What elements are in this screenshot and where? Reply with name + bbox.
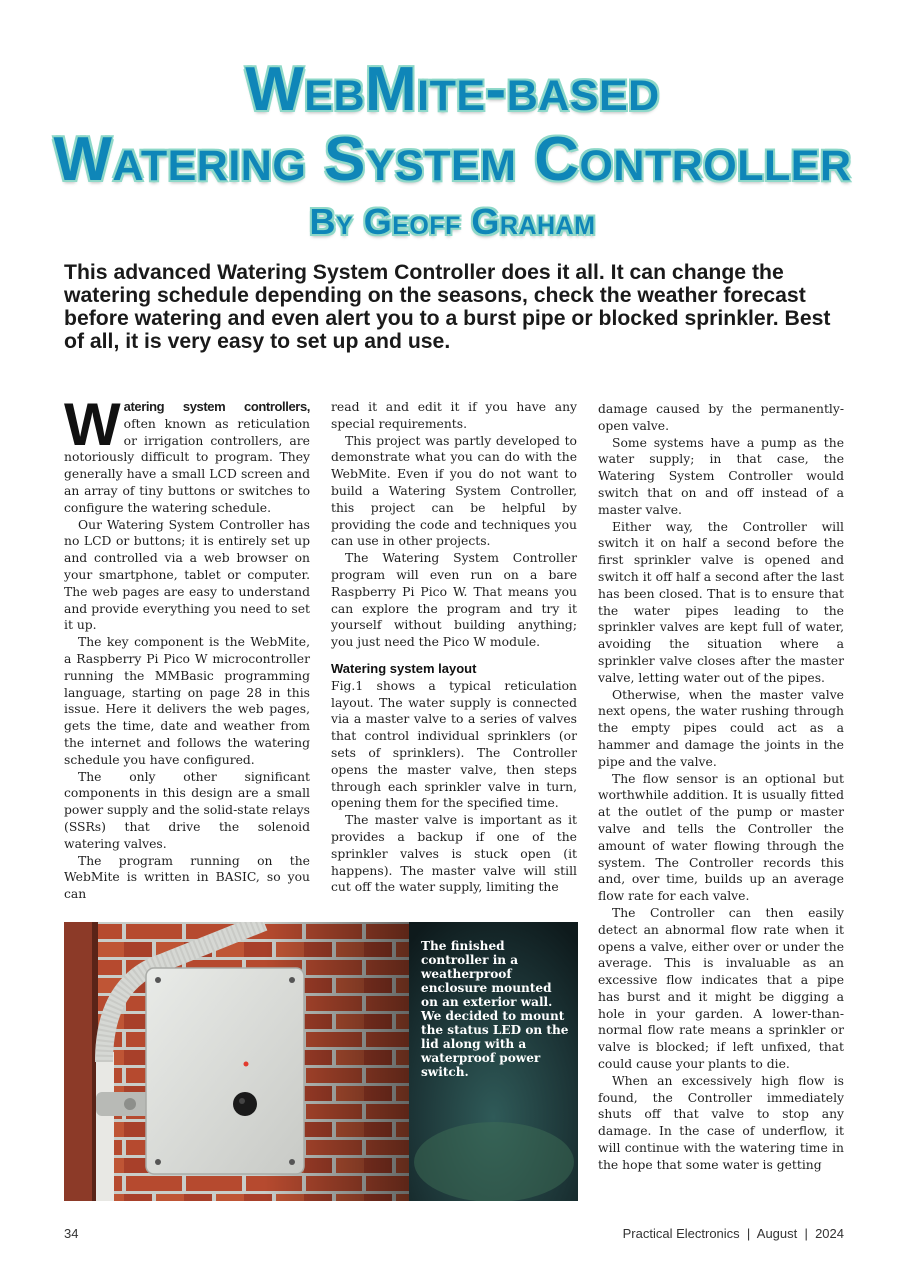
drop-cap: W bbox=[64, 391, 121, 458]
publication-footer: Practical Electronics | August | 2024 bbox=[622, 1226, 844, 1241]
paragraph: The only other significant components in this design are a small power supply and the solid-state relays (SSRs) that drive the solenoid watering valves. bbox=[64, 769, 310, 851]
paragraph: Some systems have a pump as the water supply; in that case, the Watering System Controller would switch that on and off instead of a master valve. bbox=[598, 435, 844, 517]
standfirst: This advanced Watering System Controller does it all. It can change the watering schedule depending on the seasons, check the weather forecast before watering and even alert you to a burst pipe or blocked sprinkler. Best of all, it is very easy to set up and use. bbox=[64, 261, 831, 353]
lead-text: often known as reticulation or irrigation controllers, are notoriously difficult to program. They generally have a small LCD screen and an array of tiny buttons or switches to configure the watering schedule. bbox=[64, 416, 310, 515]
paragraph: Fig.1 shows a typical reticulation layout. The water supply is connected via a master valve to a series of valves that control individual sprinklers (or sets of sprinklers). The Controller opens the master valve, then steps through each sprinkler valve in turn, opening them for the specified time. bbox=[331, 678, 577, 811]
section-heading: Watering system layout bbox=[331, 660, 477, 676]
paragraph: The key component is the WebMite, a Raspberry Pi Pico W microcontroller running the MMBasic programming language, starting on page 28 in this issue. Here it delivers the web pages, gets the time, date and weather from the internet and follows the watering schedule you have configured. bbox=[64, 635, 310, 767]
paragraph: Otherwise, when the master valve next opens, the water rushing through the empty pipes could act as a hammer and damage the joints in the pipe and the valve. bbox=[598, 687, 844, 769]
paragraph: The program running on the WebMite is written in BASIC, so you can bbox=[64, 853, 310, 902]
paragraph: The Controller can then easily detect an abnormal flow rate when it opens a valve, either over or under the average. This is invaluable as an excessive flow indicates that a pipe has burst and it might be digging a hole in your garden. A lower-than-normal flow rate means a sprinkler or valve is blocked; if left unfixed, that could cause your plants to die. bbox=[598, 905, 844, 1072]
paragraph: Our Watering System Controller has no LCD or buttons; it is entirely set up and controlled via a web browser on your smartphone, tablet or computer. The web pages are easy to understand and provide everything you need to set it up. bbox=[64, 517, 310, 633]
column-2 bbox=[331, 399, 577, 896]
paragraph: The master valve is important as it provides a backup if one of the sprinkler valves is stuck open (it happens). The master valve will still cut off the water supply, limiting the bbox=[331, 813, 577, 895]
column-1 bbox=[64, 391, 310, 903]
lead-paragraph bbox=[64, 391, 310, 517]
byline: By Geoff Graham bbox=[309, 201, 596, 242]
paragraph: The Watering System Controller program will even run on a bare Raspberry Pi Pico W. That means you can explore the program and try it yourself without building anything; you just need the Pico W module. bbox=[331, 551, 577, 650]
column-3 bbox=[598, 401, 844, 1174]
title-line-2: Watering System Controller bbox=[53, 125, 852, 194]
paragraph: damage caused by the permanently-open valve. bbox=[598, 402, 844, 433]
paragraph: This project was partly developed to demonstrate what you can do with the WebMite. Even if you do not want to build a Watering System Controller, this project can be helpful by providing the code and techniques you can use in other projects. bbox=[331, 433, 577, 549]
title-line-1: WebMite-based bbox=[245, 55, 660, 124]
lead-bold-text: atering system controllers, bbox=[123, 399, 310, 414]
page-number: 34 bbox=[64, 1226, 79, 1241]
controller-photo bbox=[64, 922, 578, 1201]
paragraph: read it and edit it if you have any special requirements. bbox=[331, 400, 577, 431]
paragraph: When an excessively high flow is found, the Controller immediately shuts off that valve to stop any damage. In the case of underflow, it will continue with the watering time in the hope that some water is getting bbox=[598, 1073, 844, 1172]
paragraph: The flow sensor is an optional but worthwhile addition. It is usually fitted at the outlet of the pump or master valve and tells the Controller the amount of water flowing through the system. The Controller records this and, over time, builds up an average flow rate for each valve. bbox=[598, 771, 844, 904]
photo-caption: The finished controller in a weatherproof enclosure mounted on an exterior wall. We decided to mount the status LED on the lid along with a waterproof power switch. bbox=[421, 939, 569, 1079]
paragraph: Either way, the Controller will switch it on half a second before the first sprinkler valve is opened and switch it off half a second after the last has been closed. That is to ensure that the water pipes leading to the sprinkler valves are kept full of water, avoiding the situation where a sprinkler valve closes after the master valve, letting water out of the pipes. bbox=[598, 519, 844, 685]
